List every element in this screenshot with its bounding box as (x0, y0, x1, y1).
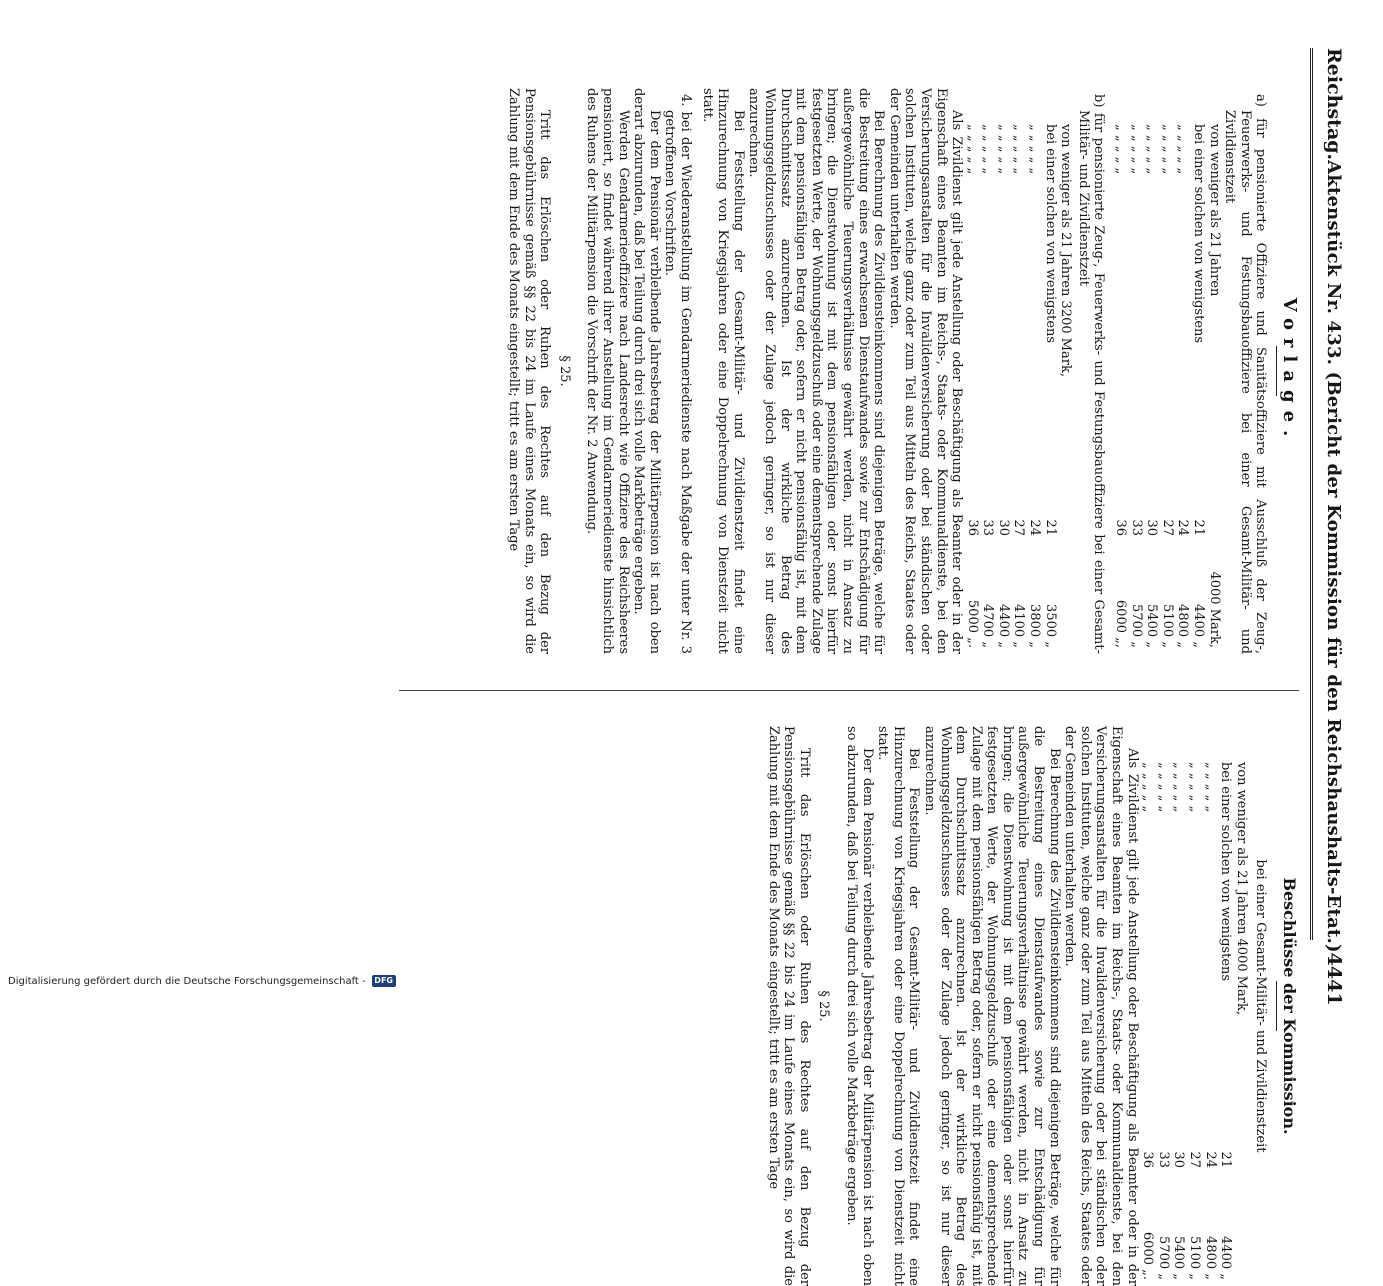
paragraph: Werden Gendarmerieoffiziere nach Landesrecht wie Offiziere des Reichsheeres pensioniert, so findet während ihrer Anstellung im Gendarmeriedienste hinsichtlich des Ruhens der Militärpension die Vorschrift der Nr. 2 Anwendung. (584, 88, 631, 654)
pension-row: „ „ „ „ „ 33 5700 „ (1155, 762, 1171, 1280)
item-a: a) für pensionierte Offiziere und Sanitätsoffiziere mit Ausschluß der Zeug-, Feuerwerks- und Festungsbauoffiziere bei einer Gesamt-Militär- und Zivildienstzeit (1222, 94, 1269, 654)
header-rule (1310, 48, 1313, 940)
heading-rule (1276, 981, 1277, 1031)
pension-row: bei einer solchen von wenigstens 21 3500 „ (1042, 124, 1058, 648)
heading-rule (1276, 346, 1277, 396)
page-header (1323, 48, 1359, 1006)
right-intro: bei einer Gesamt-Militär- und Zivildienstzeit (1253, 859, 1269, 1153)
column-divider (399, 690, 1299, 691)
pension-row: „ „ „ „ „ 30 5400 „ (1171, 762, 1187, 1280)
paragraph: Bei Feststellung der Gesamt-Militär- und Zivildienstzeit findet eine Hinzurechnung von Kriegsjahren oder eine Doppelrechnung von Dienstzeit nicht statt. (875, 726, 922, 1286)
pension-row: bei einer solchen von wenigstens 21 4400 „ (1218, 762, 1234, 1280)
item-b: b) für pensionierte Zeug-, Feuerwerks- und Festungsbauoffiziere bei einer Gesamt-Militär- und Zivildienstzeit (1075, 94, 1107, 654)
paragraph: Bei Berechnung des Zivildiensteinkommens sind diejenigen Beträge, welche für die Bestreitung eines erwachsenen Dienstaufwandes sowie zur Entschädigung für außergewöhnliche Teuerungsverhältnisse gewährt werden, nicht in Ansatz zu bringen; die Dienstwohnung ist mit dem pensionsfähigen oder sonst hierfür festgesetzten Werte, der Wohnungsgeldzuschuß oder eine dementsprechende Zulage mit dem pensionsfähigen Betrag oder, sofern er nicht pensionsfähig ist, mit dem Durchschnittssatz anzurechnen. Ist der wirkliche Betrag des Wohnungsgeldzuschusses oder der Zulage jedoch geringer, so ist nur dieser anzurechnen. (746, 88, 887, 654)
page-number: 4441 (1323, 952, 1345, 1006)
dfg-logo-icon: DFG (372, 975, 396, 987)
header-left-label: Reichstag. (1323, 48, 1345, 161)
digitization-credit (8, 972, 396, 990)
vorlage-heading: Vorlage. (1279, 297, 1300, 445)
pension-row: „ „ „ „ „ 36 5000 „. (964, 124, 980, 648)
paragraph: Als Zivildienst gilt jede Anstellung oder Beschäftigung als Beamter oder in der Eigenschaft eines Beamten im Reichs-, Staats- oder Kommunaldienste, bei den Versicherungsanstalten für die Invalidenversicherung oder bei ständischen oder solchen Instituten, welche ganz oder zum Teil aus Mitteln des Reichs, Staates oder der Gemeinden unterhalten werden. (886, 88, 965, 654)
paragraph: Tritt das Erlöschen oder Ruhen des Rechtes auf den Bezug der Pensionsgebührnisse gemäß §§ 22 bis 24 im Laufe eines Monats ein, so wird die Zahlung mit dem Ende des Monats eingestellt; tritt es am ersten Tage (765, 726, 812, 1286)
section-number: § 25. (556, 355, 572, 387)
beschluesse-heading: Beschlüsse der Kommission. (1280, 877, 1299, 1135)
paragraph: Bei Berechnung des Zivildiensteinkommens sind diejenigen Beträge, welche für die Bestreitung eines Dienstaufwandes sowie zur Entschädigung für außergewöhnliche Teuerungsverhältnisse gewährt werden, nicht in Ansatz zu bringen; die Dienstwohnung ist mit dem pensionsfähigen oder sonst hierfür festgesetzten Werte, der Wohnungsgeldzuschuß oder eine dementsprechende Zulage mit dem pensionsfähigen Betrag oder, sofern er nicht pensionsfähig ist, mit dem Durchschnittssatz anzurechnen. Ist der wirkliche Betrag des Wohnungsgeldzuschusses oder der Zulage jedoch geringer, so ist nur dieser anzurechnen. (921, 726, 1062, 1286)
header-title: Aktenstück Nr. 433. (Bericht der Kommission für den Reichshaushalts-Etat.) (1323, 160, 1344, 953)
paragraph: Der dem Pensionär verbleibende Jahresbetrag der Militärpension ist nach oben derart abzurunden, daß bei Teilung durch drei sich volle Markbeträge ergeben. (631, 88, 662, 654)
pension-row: „ „ „ „ „ 30 5400 „ (1144, 124, 1160, 648)
pension-row: „ „ „ „ „ 24 3800 „ (1027, 124, 1043, 648)
column-vorlage (506, 88, 1300, 654)
right-rows-intro: von weniger als 21 Jahren 4000 Mark, (1233, 762, 1249, 1016)
item-b-intro: von weniger als 21 Jahren 3200 Mark, (1058, 124, 1074, 378)
item-4: 4. bei der Wiederanstellung im Gendarmeriedienste nach Maßgabe der unter Nr. 3 getroffenen Vorschriften. (662, 94, 694, 654)
pension-row: bei einer solchen von wenigstens 21 4400 „ (1191, 124, 1207, 648)
pension-row: „ „ „ „ „ 36 6000 „, (1113, 124, 1129, 648)
paragraph: Bei Feststellung der Gesamt-Militär- und Zivildienstzeit findet eine Hinzurechnung von Kriegsjahren oder eine Doppelrechnung von Dienstzeit nicht statt. (699, 88, 746, 654)
pension-row: „ „ „ „ „ 24 4800 „ (1202, 762, 1218, 1280)
pension-row: „ „ „ „ „ 24 4800 „ (1175, 124, 1191, 648)
pension-row: „ „ „ „ „ 27 4100 „ (1011, 124, 1027, 648)
section-number: § 25. (816, 990, 832, 1022)
pension-row: „ „ „ „ „ 36 6000 „. (1140, 762, 1156, 1280)
paragraph: Tritt das Erlöschen oder Ruhen des Rechtes auf den Bezug der Pensionsgebührnisse gemäß §§ 22 bis 24 im Laufe eines Monats ein, so wird die Zahlung mit dem Ende des Monats eingestellt; tritt es am ersten Tage (506, 88, 553, 654)
pension-row: „ „ „ „ „ 27 5100 „ (1187, 762, 1203, 1280)
paragraph: Als Zivildienst gilt jede Anstellung oder Beschäftigung als Beamter oder in der Eigenschaft eines Beamten im Reichs-, Staats- oder Kommunaldienste, bei den Versicherungsanstalten für die Invalidenversicherung oder bei ständischen oder solchen Instituten, welche ganz oder zum Teil aus Mitteln des Reichs, Staates oder der Gemeinden unterhalten werden. (1062, 726, 1140, 1286)
pension-row: „ „ „ „ „ 33 4700 „ (980, 124, 996, 648)
paragraph: Der dem Pensionär verbleibende Jahresbetrag der Militärpension ist nach oben so abzurunden, daß bei Teilung durch drei sich volle Markbeträge ergeben. (843, 726, 875, 1286)
pension-row: „ „ „ „ „ 30 4400 „ (995, 124, 1011, 648)
pension-row: „ „ „ „ „ 33 5700 „ (1128, 124, 1144, 648)
credit-text: Digitalisierung gefördert durch die Deutsche Forschungsgemeinschaft - (8, 975, 366, 987)
pension-row: „ „ „ „ „ 27 5100 „ (1159, 124, 1175, 648)
column-beschluesse (765, 726, 1299, 1286)
pension-row: von weniger als 21 Jahren 4000 Mark, (1206, 124, 1222, 648)
